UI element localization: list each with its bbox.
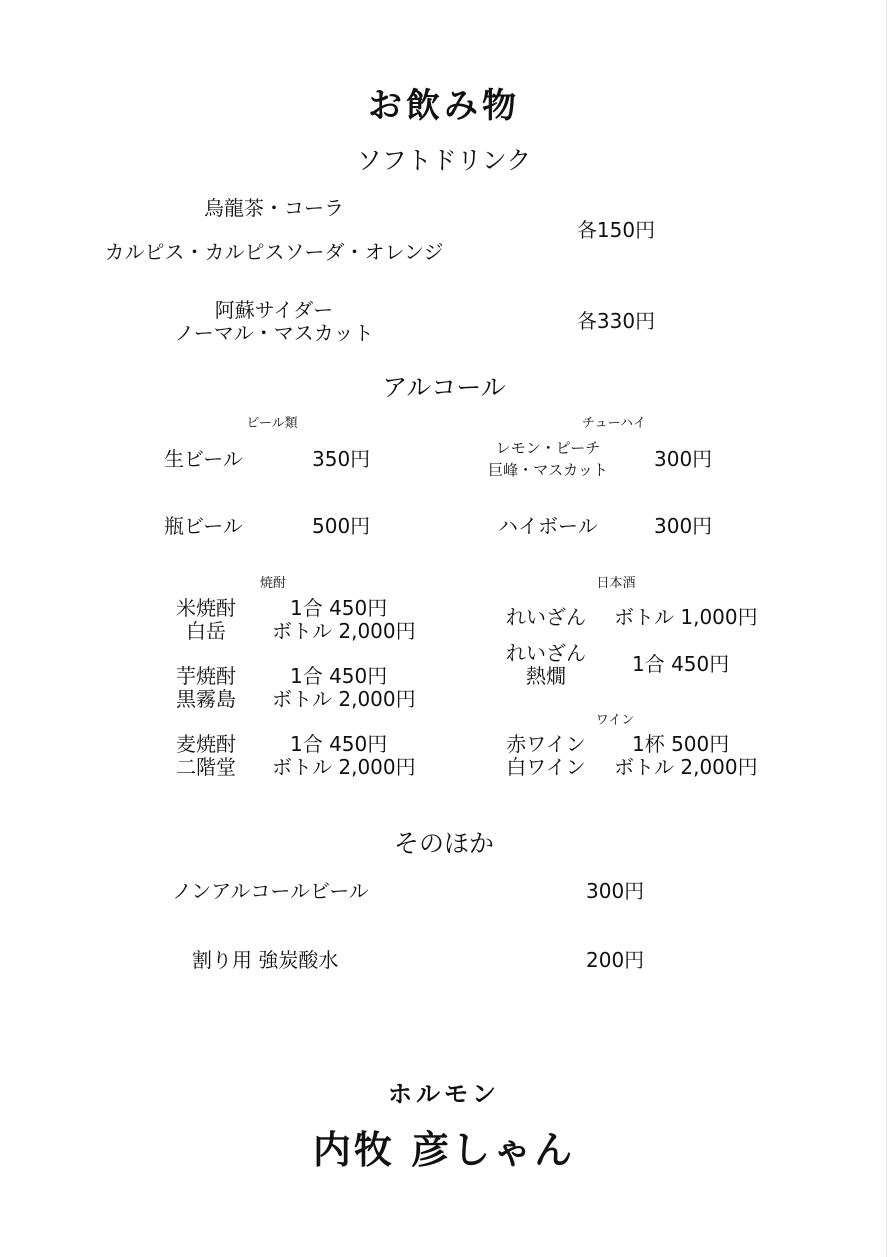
shochu-barley-name: 麦焼酎	[176, 732, 236, 756]
sake-reizan-bottle-price: ボトル 1,000円	[614, 605, 758, 629]
chuhai-flavors-2: 巨峰・マスカット	[488, 461, 608, 479]
shochu-potato-brand: 黒霧島	[176, 687, 236, 711]
sake-reizan: れいざん	[506, 605, 586, 629]
shochu-rice-bottle-price: ボトル 2,000円	[272, 619, 416, 643]
page-edge-line	[886, 0, 887, 1257]
other-nonalcohol-beer: ノンアルコールビール	[172, 879, 369, 903]
soft-item-aso-cider: 阿蘇サイダー	[214, 298, 334, 322]
shochu-potato-go-price: 1合 450円	[290, 664, 388, 688]
section-heading-alcohol: アルコール	[382, 373, 506, 402]
shochu-rice-brand: 白岳	[186, 619, 226, 643]
soft-price-330: 各330円	[576, 309, 656, 333]
other-soda-water: 割り用 強炭酸水	[192, 948, 339, 972]
sake-reizan-2: れいざん	[506, 641, 586, 665]
beer-bottle-price: 500円	[312, 514, 371, 538]
shochu-category-label: 焼酎	[259, 576, 287, 591]
chuhai-price: 300円	[654, 447, 713, 471]
sake-atsukan-price: 1合 450円	[632, 652, 730, 676]
wine-white: 白ワイン	[506, 755, 586, 779]
other-nonalcohol-beer-price: 300円	[586, 879, 645, 903]
shop-subtitle: ホルモン	[388, 1079, 500, 1108]
menu-title: お飲み物	[368, 86, 520, 126]
beer-category-label: ビール類	[246, 416, 298, 431]
section-heading-soft-drinks: ソフトドリンク	[356, 146, 532, 175]
sake-category-label: 日本酒	[596, 576, 636, 591]
soft-item-cider-flavors: ノーマル・マスカット	[174, 321, 374, 345]
shochu-rice-go-price: 1合 450円	[290, 596, 388, 620]
shochu-rice-name: 米焼酎	[176, 596, 236, 620]
beer-draft-price: 350円	[312, 447, 371, 471]
wine-category-label: ワイン	[595, 713, 635, 728]
shochu-barley-bottle-price: ボトル 2,000円	[272, 755, 416, 779]
chuhai-flavors-1: レモン・ピーチ	[495, 439, 601, 457]
beer-draft: 生ビール	[164, 447, 243, 471]
beer-bottle: 瓶ビール	[164, 514, 243, 538]
wine-white-price: ボトル 2,000円	[614, 755, 758, 779]
shochu-potato-bottle-price: ボトル 2,000円	[272, 687, 416, 711]
wine-red: 赤ワイン	[506, 732, 586, 756]
chuhai-category-label: チューハイ	[582, 416, 646, 431]
shochu-barley-brand: 二階堂	[176, 755, 236, 779]
shochu-barley-go-price: 1合 450円	[290, 732, 388, 756]
section-heading-other: そのほか	[393, 829, 495, 858]
soft-item-oolong-cola: 烏龍茶・コーラ	[204, 196, 344, 220]
wine-red-price: 1杯 500円	[632, 732, 730, 756]
other-soda-water-price: 200円	[586, 948, 645, 972]
highball: ハイボール	[498, 514, 598, 538]
shochu-potato-name: 芋焼酎	[176, 664, 236, 688]
soft-item-calpis-orange: カルピス・カルピスソーダ・オレンジ	[104, 240, 444, 264]
soft-price-150: 各150円	[576, 218, 656, 242]
sake-atsukan: 熱燗	[526, 664, 566, 688]
highball-price: 300円	[654, 514, 713, 538]
shop-name: 内牧 彦しゃん	[312, 1127, 576, 1172]
